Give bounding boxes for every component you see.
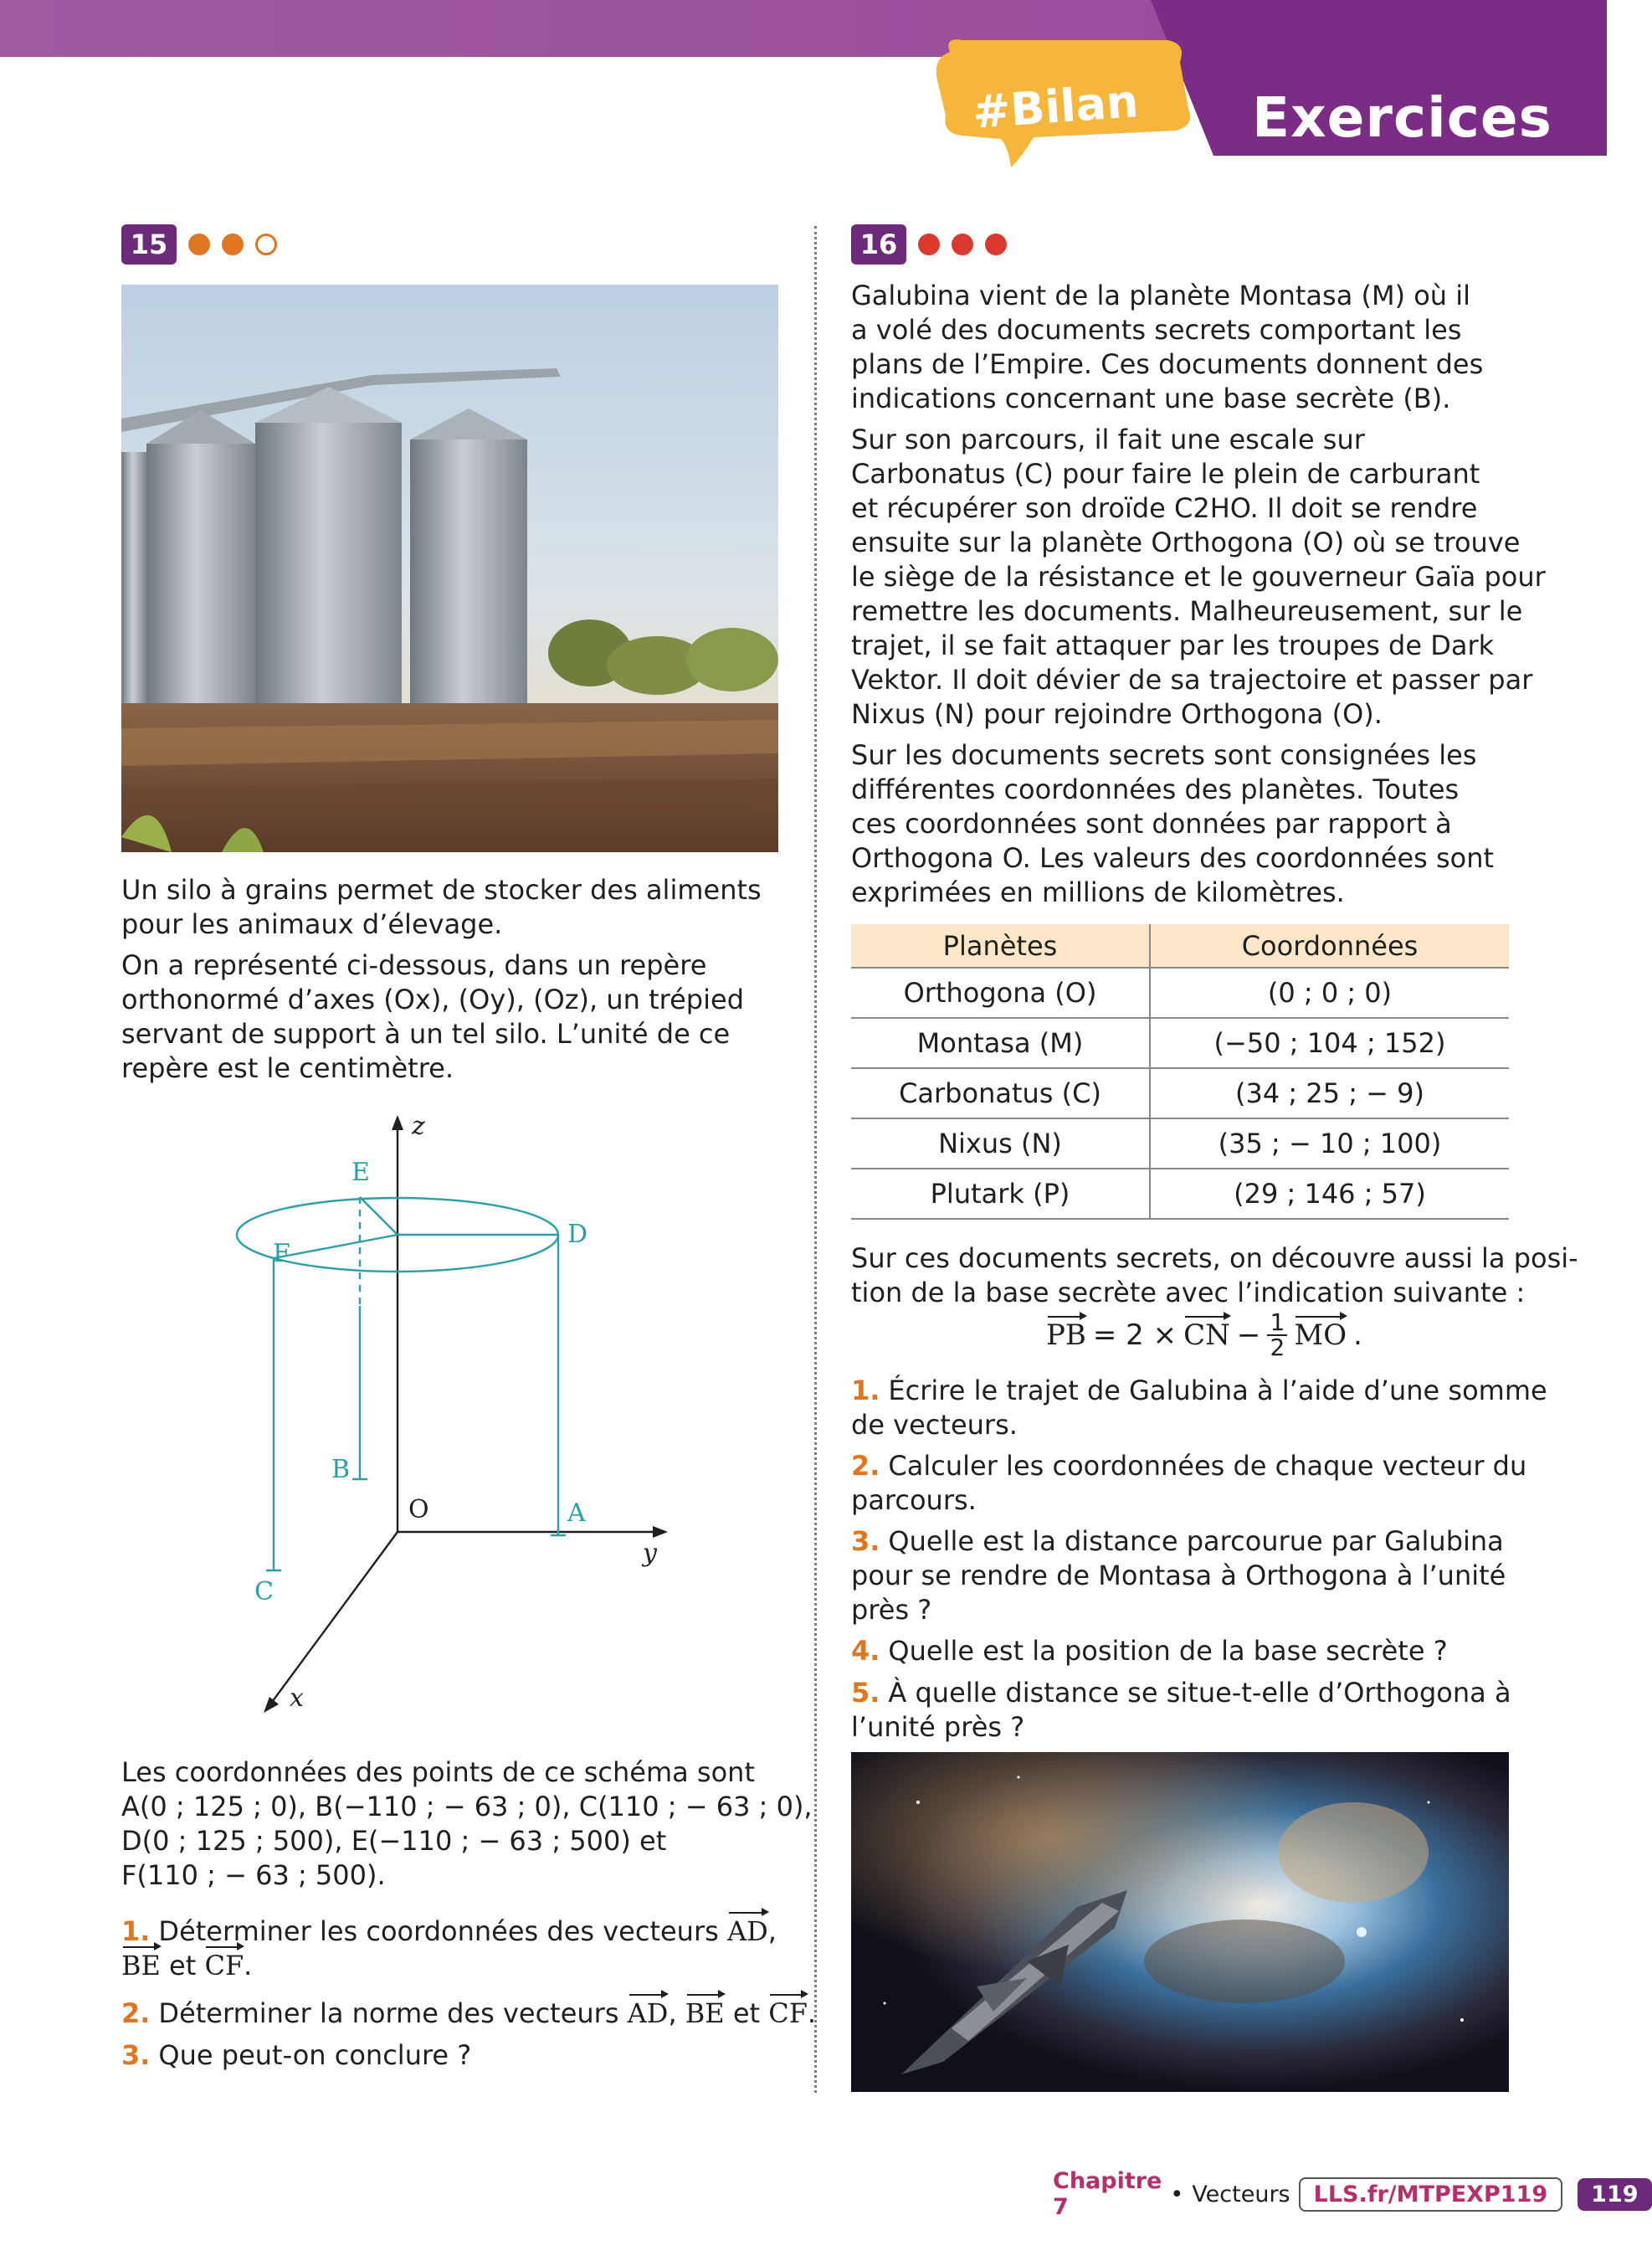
ex16-question-4 bbox=[851, 1634, 1448, 1668]
vector-AD: AD bbox=[726, 1915, 768, 1947]
question-text: Que peut-on conclure ? bbox=[158, 2039, 472, 2071]
table-row bbox=[851, 1018, 1509, 1068]
ex15-coords-2: A(0 ; 125 ; 0), B(−110 ; − 63 ; 0), C(110 ; − 63 ; 0), bbox=[121, 1791, 813, 1822]
question-text: Déterminer la norme des vecteurs bbox=[158, 1997, 619, 2029]
question-number: 5. bbox=[851, 1677, 880, 1709]
text-line: Vektor. Il doit dévier de sa trajectoire et passer par bbox=[851, 664, 1533, 696]
table-header-cell: Planètes bbox=[851, 924, 1150, 968]
text-line: différentes coordonnées des planètes. Toutes bbox=[851, 773, 1460, 805]
ex15-question-3 bbox=[121, 2038, 471, 2073]
ex15-coords-3: D(0 ; 125 ; 500), E(−110 ; − 63 ; 500) et bbox=[121, 1825, 667, 1857]
table-cell: (−50 ; 104 ; 152) bbox=[1150, 1018, 1509, 1068]
ex16-paragraph-2 bbox=[851, 423, 1546, 732]
text-line: Nixus (N) pour rejoindre Orthogona (O). bbox=[851, 698, 1383, 730]
label-C: C bbox=[254, 1577, 274, 1606]
exercise-number: 15 bbox=[121, 224, 177, 265]
x-axis bbox=[268, 1532, 398, 1708]
table-cell: Carbonatus (C) bbox=[851, 1068, 1150, 1118]
text-line: ces coordonnées sont données par rapport à bbox=[851, 808, 1452, 840]
z-arrow bbox=[392, 1115, 403, 1130]
difficulty-dot-filled bbox=[952, 234, 973, 255]
x-arrow bbox=[264, 1697, 279, 1713]
text-line: Sur son parcours, il fait une escale sur bbox=[851, 424, 1365, 455]
ex15-coords-4: F(110 ; − 63 ; 500). bbox=[121, 1859, 386, 1891]
ex15-question-1: 1. Déterminer les coordonnées des vecteurs AD, BE et CF. bbox=[121, 1915, 777, 1981]
table-cell: Nixus (N) bbox=[851, 1118, 1150, 1169]
vector-CN: CN bbox=[1183, 1318, 1230, 1352]
vector-PB: PB bbox=[1046, 1318, 1086, 1352]
question-line: À quelle distance se situe-t-elle d’Orthogona à bbox=[888, 1677, 1511, 1709]
segment-OE bbox=[360, 1197, 398, 1235]
exercise-16-header bbox=[851, 224, 1007, 265]
text-line: et récupérer son droïde C2HO. Il doit se rendre bbox=[851, 492, 1478, 524]
question-line: près ? bbox=[851, 1594, 932, 1626]
table-row bbox=[851, 1118, 1509, 1169]
table-header-row bbox=[851, 924, 1509, 968]
grain-silos-photo bbox=[121, 285, 778, 852]
text-line: a volé des documents secrets comportant les bbox=[851, 314, 1462, 346]
exercise-15-header bbox=[121, 224, 277, 265]
label-F: F bbox=[273, 1239, 290, 1268]
question-number: 2. bbox=[851, 1450, 880, 1482]
fraction-numerator: 1 bbox=[1270, 1308, 1285, 1336]
label-B: B bbox=[331, 1455, 351, 1484]
exercise-number: 16 bbox=[851, 224, 906, 265]
chapter-label: Chapitre 7 bbox=[1053, 2168, 1162, 2220]
question-line: parcours. bbox=[851, 1484, 977, 1516]
table-cell: Plutark (P) bbox=[851, 1169, 1150, 1219]
page-number: 119 bbox=[1578, 2178, 1651, 2211]
table-row bbox=[851, 1169, 1509, 1219]
fraction-denominator: 2 bbox=[1270, 1334, 1285, 1361]
table-cell: (34 ; 25 ; − 9) bbox=[1150, 1068, 1509, 1118]
text-line: Sur ces documents secrets, on découvre aussi la posi- bbox=[851, 1242, 1578, 1274]
text-line: Orthogona O. Les valeurs des coordonnées sont bbox=[851, 842, 1495, 874]
text-line: exprimées en millions de kilomètres. bbox=[851, 876, 1345, 908]
difficulty-dot-filled bbox=[222, 234, 244, 255]
label-A: A bbox=[567, 1498, 586, 1528]
page-footer bbox=[1053, 2168, 1652, 2220]
vector-AD: AD bbox=[627, 1997, 669, 2029]
question-text: Déterminer les coordonnées des vecteurs bbox=[158, 1915, 719, 1947]
table-cell: Montasa (M) bbox=[851, 1018, 1150, 1068]
ex16-paragraph-3 bbox=[851, 738, 1494, 910]
ex16-paragraph-4 bbox=[851, 1241, 1578, 1310]
spaceship-nebula-photo bbox=[851, 1752, 1509, 2092]
chapter-topic: Vecteurs bbox=[1192, 2181, 1290, 2207]
question-number: 3. bbox=[121, 2039, 151, 2071]
difficulty-dot-filled bbox=[918, 234, 940, 255]
question-number: 4. bbox=[851, 1635, 880, 1667]
formula-operator: − bbox=[1236, 1318, 1261, 1352]
planet-coordinates-table bbox=[851, 924, 1509, 1220]
ex15-coords-1: Les coordonnées des points de ce schéma sont bbox=[121, 1756, 755, 1788]
table-cell: (0 ; 0 ; 0) bbox=[1150, 968, 1509, 1018]
label-O: O bbox=[408, 1495, 429, 1524]
ex15-intro-1: Un silo à grains permet de stocker des aliments pour les animaux d’élevage. bbox=[121, 874, 762, 940]
label-D: D bbox=[567, 1220, 588, 1249]
tripod-diagram bbox=[226, 1105, 695, 1724]
vector-BE: BE bbox=[685, 1997, 725, 2029]
difficulty-dot-empty bbox=[255, 234, 277, 255]
question-line: Écrire le trajet de Galubina à l’aide d’une somme bbox=[888, 1375, 1547, 1406]
question-line: Calculer les coordonnées de chaque vecteur du bbox=[888, 1450, 1527, 1482]
label-E: E bbox=[351, 1158, 370, 1187]
table-cell: Orthogona (O) bbox=[851, 968, 1150, 1018]
text-line: Galubina vient de la planète Montasa (M) où il bbox=[851, 280, 1471, 311]
question-line: pour se rendre de Montasa à Orthogona à l’unité bbox=[851, 1560, 1506, 1591]
question-line: l’unité près ? bbox=[851, 1711, 1025, 1743]
text-line: le siège de la résistance et le gouverneur Gaïa pour bbox=[851, 561, 1546, 593]
table-cell: (29 ; 146 ; 57) bbox=[1150, 1169, 1509, 1219]
ex16-question-5 bbox=[851, 1676, 1511, 1745]
ex15-intro-2a: On a représenté ci-dessous, dans un repère bbox=[121, 949, 707, 981]
segment-OF bbox=[274, 1235, 398, 1258]
section-title: Exercices bbox=[1252, 85, 1552, 150]
fraction-one-half bbox=[1267, 1308, 1287, 1361]
vector-MO: MO bbox=[1294, 1318, 1347, 1352]
resource-link[interactable]: LLS.fr/MTPEXP119 bbox=[1299, 2177, 1563, 2212]
question-number: 2. bbox=[121, 1997, 151, 2029]
table-header-cell: Coordonnées bbox=[1150, 924, 1509, 968]
conjunction: et bbox=[169, 1950, 197, 1981]
ex15-question-2: 2. Déterminer la norme des vecteurs AD, BE et CF. bbox=[121, 1997, 817, 2029]
base-position-formula bbox=[1046, 1308, 1362, 1361]
question-line: de vecteurs. bbox=[851, 1409, 1018, 1441]
question-number: 3. bbox=[851, 1525, 880, 1557]
text-line: remettre les documents. Malheureusement, sur le bbox=[851, 595, 1523, 627]
formula-operator: = 2 × bbox=[1092, 1318, 1177, 1352]
text-line: indications concernant une base secrète (B). bbox=[851, 383, 1451, 414]
text-line: Carbonatus (C) pour faire le plein de carburant bbox=[851, 458, 1480, 490]
question-line: Quelle est la position de la base secrète ? bbox=[888, 1635, 1448, 1667]
table-cell: (35 ; − 10 ; 100) bbox=[1150, 1118, 1509, 1169]
text-line: Sur les documents secrets sont consignées les bbox=[851, 739, 1477, 771]
formula-end: . bbox=[1353, 1318, 1362, 1352]
ex16-paragraph-1 bbox=[851, 279, 1483, 416]
label-y: y bbox=[643, 1539, 657, 1568]
footer-bullet: • bbox=[1170, 2181, 1184, 2207]
ex16-question-2 bbox=[851, 1449, 1526, 1518]
text-line: plans de l’Empire. Ces documents donnent des bbox=[851, 348, 1484, 380]
vector-BE: BE bbox=[121, 1950, 161, 1981]
vector-CF: CF bbox=[768, 1997, 808, 2029]
y-arrow bbox=[653, 1526, 668, 1538]
label-z: z bbox=[412, 1112, 425, 1141]
difficulty-dot-filled bbox=[188, 234, 210, 255]
column-divider bbox=[814, 226, 817, 2093]
question-line: Quelle est la distance parcourue par Galubina bbox=[888, 1525, 1504, 1557]
conjunction: et bbox=[732, 1997, 761, 2029]
label-x: x bbox=[290, 1683, 304, 1713]
table-row bbox=[851, 968, 1509, 1018]
bilan-tag: #Bilan bbox=[971, 75, 1141, 139]
table-row bbox=[851, 1068, 1509, 1118]
difficulty-dot-filled bbox=[985, 234, 1007, 255]
ex15-intro-2d: repère est le centimètre. bbox=[121, 1052, 454, 1084]
ex15-intro-2c: servant de support à un tel silo. L’unité de ce bbox=[121, 1018, 731, 1050]
text-line: tion de la base secrète avec l’indication suivante : bbox=[851, 1277, 1526, 1308]
question-number: 1. bbox=[851, 1375, 880, 1406]
ex15-intro-2b: orthonormé d’axes (Ox), (Oy), (Oz), un trépied bbox=[121, 984, 744, 1015]
ex16-question-1 bbox=[851, 1374, 1547, 1442]
text-line: ensuite sur la planète Orthogona (O) où se trouve bbox=[851, 527, 1521, 558]
question-number: 1. bbox=[121, 1915, 151, 1947]
text-line: trajet, il se fait attaquer par les troupes de Dark bbox=[851, 630, 1495, 661]
vector-CF: CF bbox=[204, 1950, 244, 1981]
ex16-question-3 bbox=[851, 1524, 1506, 1627]
